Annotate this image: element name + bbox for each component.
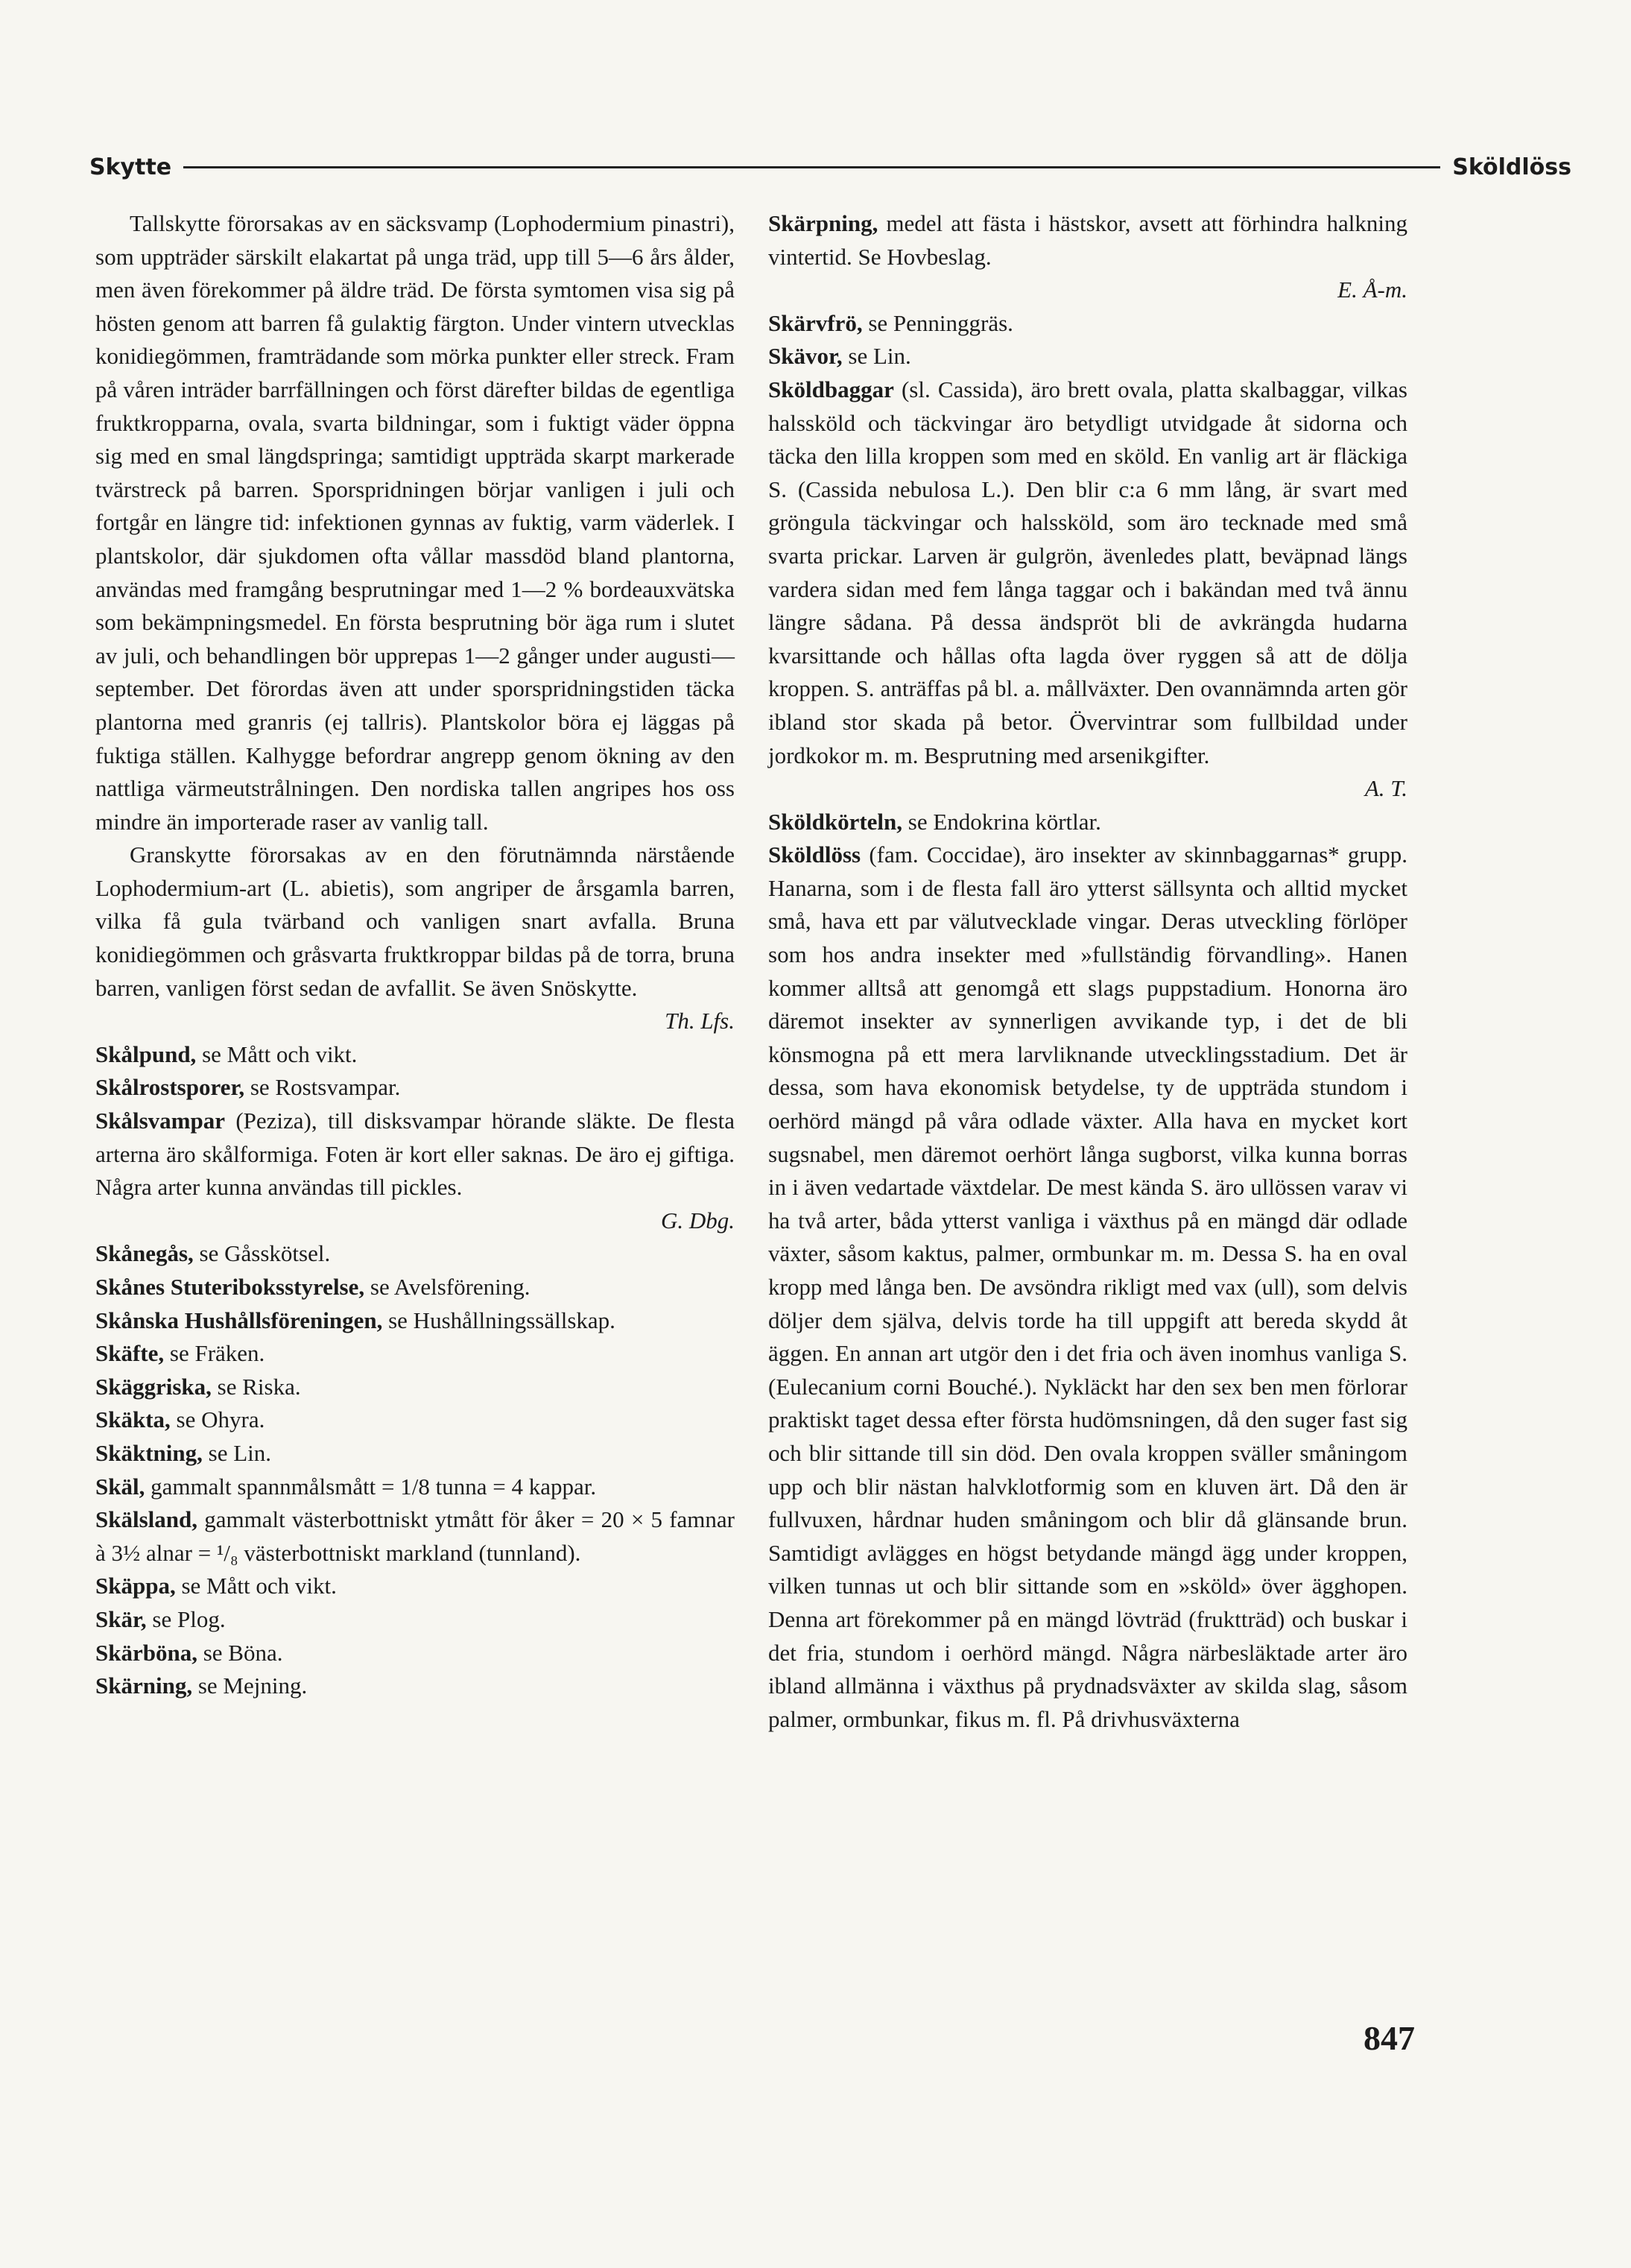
entry-text: se Lin.	[842, 343, 911, 370]
entry-headword: Skärvfrö,	[768, 309, 863, 336]
entry-text: se Endokrina körtlar.	[902, 808, 1101, 835]
paragraph-tallskytte: Tallskytte förorsakas av en säcksvamp (Lophodermium pinastri), som uppträder särskilt elakartat på unga träd, upp till 5—6 års ålder, men även förekommer på äldre träd. De första symtomen visa sig på hösten genom att barren få gulaktig färgton. Under vintern utvecklas konidiegömmen, framträdande som mörka punkter eller streck. Fram på våren inträder barrfällningen och först därefter bildas de egentliga fruktkropparna, ovala, svarta bildningar, som i fuktigt väder öppna sig med en smal längdspringa; samtidigt uppträda skarpt markerade tvärstreck på barren. Sporspridningen börjar vanligen i juli och fortgår en längre tid: infektionen gynnas av fuktig, varm väderlek. I plantskolor, där sjukdomen ofta vållar massdöd bland plantorna, användas med framgång besprutningar med 1—2 % bordeauxvätska som bekämpningsmedel. En första besprutning bör äga rum i slutet av juli, och behandlingen bör upprepas 1—2 gånger under augusti—september. Det förordas även att under sporspridningstiden täcka plantorna med granris (ej tallris). Plantskolor böra ej läggas på fuktiga ställen. Kalhygge befordrar angrepp genom ökning av den nattliga värmeutstrålningen. Den nordiska tallen angripes hos oss mindre än importerade raser av vanlig tall.	[95, 210, 735, 835]
dictionary-entry	[95, 1503, 735, 1570]
entry-list	[95, 1038, 735, 1703]
entry-headword: Skälsland,	[95, 1506, 198, 1533]
dictionary-entry	[95, 1371, 735, 1404]
entry-text: se Mått och vikt.	[175, 1573, 337, 1599]
entry-headword: Skånska Hushållsföreningen,	[95, 1307, 383, 1333]
entry-list	[768, 207, 1407, 1736]
dictionary-entry	[95, 1271, 735, 1304]
entry-headword: Skäfte,	[95, 1340, 165, 1367]
dictionary-entry	[768, 806, 1407, 839]
left-column	[95, 207, 735, 1703]
dictionary-entry	[95, 1337, 735, 1371]
dictionary-entry	[95, 1570, 735, 1603]
entry-text: se Lin.	[202, 1439, 272, 1466]
running-header	[89, 149, 1571, 185]
entry-headword: Skärpning,	[768, 210, 878, 236]
entry-headword: Skånes Stuteriboksstyrelse,	[95, 1274, 365, 1300]
dictionary-entry	[768, 307, 1407, 341]
entry-headword: Sköldkörteln,	[768, 808, 903, 835]
author-signature: Th. Lfs.	[665, 1008, 735, 1035]
entry-headword: Skålrostsporer,	[95, 1074, 245, 1101]
dictionary-entry	[95, 1603, 735, 1637]
dictionary-entry	[768, 838, 1407, 1736]
entry-headword: Skäggriska,	[95, 1373, 212, 1400]
dictionary-entry	[95, 1403, 735, 1437]
entry-text: se Rostsvampar.	[244, 1074, 401, 1101]
entry-headword: Skäkta,	[95, 1406, 171, 1433]
header-rule	[183, 166, 1440, 168]
entry-text: se Mått och vikt.	[196, 1040, 358, 1067]
entry-text: se Gåsskötsel.	[193, 1240, 331, 1267]
dictionary-entry	[95, 1237, 735, 1271]
entry-headword: Skärning,	[95, 1672, 193, 1699]
dictionary-entry	[95, 1038, 735, 1072]
entry-text: se Penninggräs.	[862, 309, 1013, 336]
entry-text: se Ohyra.	[170, 1406, 265, 1433]
entry-text: (fam. Coccidae), äro insekter av skinnbaggarnas* grupp. Hanarna, som i de flesta fall äro ytterst sällsynta och alltid mycket små, hava ett par välutvecklade vingar. Deras utveckling förlöper som hos andra insekter med »fullständig förvandling». Hanen kommer alltså att genomgå ett slags puppstadium. Honorna äro däremot insekter av synnerligen avvikande typ, i det de bli könsmogna på ett mera larvliknande utvecklingsstadium. Det är dessa, som hava ekonomisk betydelse, ty de uppträda stundom i oerhörd mängd på våra odlade växter. Alla hava en mycket kort sugsnabel, men däremot oerhört långa sugborst, vilka kunna borras in i även vedartade växtdelar. De mest kända S. äro ullössen varav vi ha två arter, båda ytterst vanliga i växthus på en mängd där odlade växter, såsom kaktus, palmer, ormbunkar m. m. Dessa S. ha en oval kropp med långa ben. De avsöndra rikligt med vax (ull), som delvis döljer dem själva, delvis torde ha till uppgift att bereda skydd åt äggen. En annan art utgör den i det fria och även inomhus vanliga S. (Eulecanium corni Bouché.). Nykläckt har den sex ben men förlorar praktiskt taget dessa efter första hudömsningen, då den suger fast sig och blir sittande till sin död. Den ovala kroppen sväller småningom upp och blir nästan halvklotformig som en kluven ärt. Då den är fullvuxen, hårdnar huden småningom och blir då glänsande brun. Samtidigt avlägges en högst betydande mängd ägg under kroppen, vilken tunnas ut och blir sittande som en »sköld» över ägghopen. Denna art förekommer på en mängd lövträd (fruktträd) och buskar i det fria, stundom i oerhörd mängd. Några närbesläktade arter äro ibland allmänna i växthus på prydnadsväxter av skilda slag, såsom palmer, ormbunkar, fikus m. fl. På drivhusväxterna	[768, 841, 1407, 1732]
entry-headword: Skålpund,	[95, 1040, 197, 1067]
dictionary-entry	[95, 1471, 735, 1504]
dictionary-entry	[768, 340, 1407, 373]
entry-text: se Mejning.	[192, 1672, 308, 1699]
dictionary-entry	[95, 1437, 735, 1471]
header-right-word: Sköldlöss	[1452, 154, 1571, 180]
entry-headword: Skävor,	[768, 343, 843, 370]
entry-text: medel att fästa i hästskor, avsett att förhindra halkning vintertid. Se Hovbeslag.	[768, 210, 1407, 270]
entry-headword: Skäktning,	[95, 1439, 203, 1466]
author-signature: A. T.	[1364, 775, 1407, 802]
entry-text: se Riska.	[211, 1373, 301, 1400]
paragraph-text: Granskytte förorsakas av en den förutnämnda närstående Lophodermium-art (L. abietis), som angriper de årsgamla barren, vilka få gula tvärband och vanligen snart avfalla. Bruna konidiegömmen och gråsvarta fruktkroppar bildas på de torra, bruna barren, vanligen först sedan de avfallit. Se även Snöskytte.	[95, 841, 735, 1001]
entry-text: se Fräken.	[164, 1340, 265, 1367]
entry-text: se Böna.	[197, 1639, 283, 1666]
right-column	[768, 207, 1407, 1736]
entry-text: se Plog.	[146, 1605, 226, 1632]
dictionary-entry	[768, 373, 1407, 806]
dictionary-entry	[95, 1304, 735, 1338]
entry-text: se Hushållningssällskap.	[382, 1307, 615, 1333]
entry-headword: Skäl,	[95, 1473, 145, 1500]
entry-text: gammalt västerbottniskt ytmått för åker = 20 × 5 famnar à 3½ alnar = ¹/₈ västerbottniskt markland (tunnland).	[95, 1506, 735, 1566]
entry-headword: Skär,	[95, 1605, 147, 1632]
entry-text: se Avelsförening.	[364, 1274, 531, 1300]
author-signature: E. Å-m.	[1337, 277, 1407, 303]
paragraph-granskytte	[95, 838, 735, 1038]
entry-headword: Skärböna,	[95, 1639, 197, 1666]
dictionary-entry	[95, 1670, 735, 1703]
entry-headword: Sköldbaggar	[768, 376, 894, 402]
entry-text: (sl. Cassida), äro brett ovala, platta skalbaggar, vilkas halssköld och täckvingar äro betydligt utvidgade åt sidorna och täcka den lilla kroppen som med en sköld. En vanlig art är fläckiga S. (Cassida nebulosa L.). Den blir c:a 6 mm lång, är svart med gröngula täckvingar och halssköld, som äro tecknade med små svarta prickar. Larven är gulgrön, ävenledes platt, beväpnad längs vardera sidan med fem långa taggar och i bakändan med två ännu längre sådana. På dessa ändspröt bli de avkrängda hudarna kvarsittande och hållas ofta lagda över ryggen så att de dölja kroppen. S. anträffas på bl. a. mållväxter. Den ovannämnda arten gör ibland stor skada på betor. Övervintrar som fullbildad under jordkokor m. m. Besprutning med arsenikgifter.	[768, 376, 1407, 768]
page-number: 847	[1364, 2019, 1415, 2057]
dictionary-entry	[768, 207, 1407, 307]
header-left-word: Skytte	[89, 154, 172, 180]
entry-headword: Sköldlöss	[768, 841, 861, 868]
entry-text: (Peziza), till disksvampar hörande släkte. De flesta arterna äro skålformiga. Foten är kort eller saknas. De äro ej giftiga. Några arter kunna användas till pickles.	[95, 1108, 735, 1201]
author-signature: G. Dbg.	[660, 1207, 735, 1233]
entry-headword: Skånegås,	[95, 1240, 194, 1267]
dictionary-entry	[95, 1105, 735, 1237]
entry-headword: Skäppa,	[95, 1573, 176, 1599]
dictionary-entry	[95, 1637, 735, 1670]
dictionary-entry	[95, 1071, 735, 1105]
entry-text: gammalt spannmålsmått = 1/8 tunna = 4 kappar.	[145, 1473, 597, 1500]
entry-headword: Skålsvampar	[95, 1108, 225, 1134]
